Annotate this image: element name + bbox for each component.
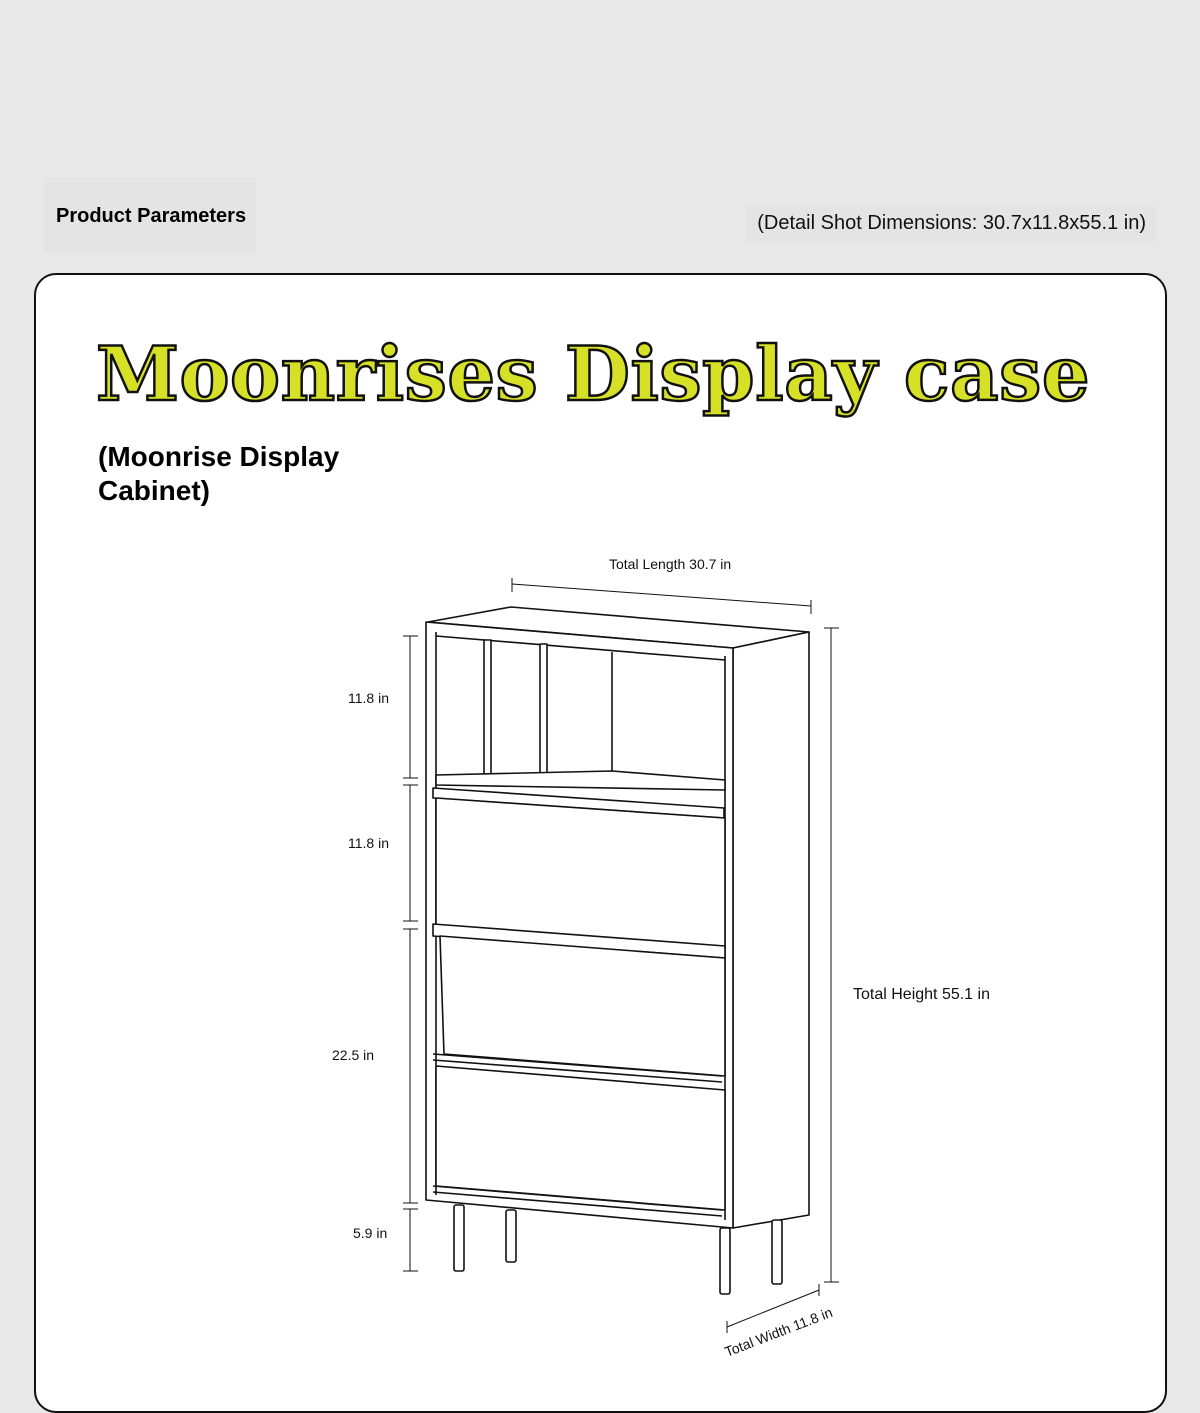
total-height-label: Total Height 55.1 in [853, 986, 990, 1003]
product-title: Moonrises Display case [96, 330, 1091, 418]
section-3-label: 22.5 in [332, 1047, 375, 1063]
total-length-label: Total Length 30.7 in [609, 556, 732, 572]
legs-label: 5.9 in [353, 1225, 388, 1241]
total-width-label: Total Width 11.8 in [722, 1303, 835, 1360]
product-subtitle: (Moonrise Display Cabinet) [98, 441, 340, 506]
dimensions-note: (Detail Shot Dimensions: 30.7x11.8x55.1 in) [747, 206, 1156, 242]
section-label: Product Parameters [44, 178, 256, 252]
cabinet-drawing [426, 607, 809, 1294]
section-1-label: 11.8 in [348, 690, 389, 706]
section-2-label: 11.8 in [348, 835, 389, 851]
